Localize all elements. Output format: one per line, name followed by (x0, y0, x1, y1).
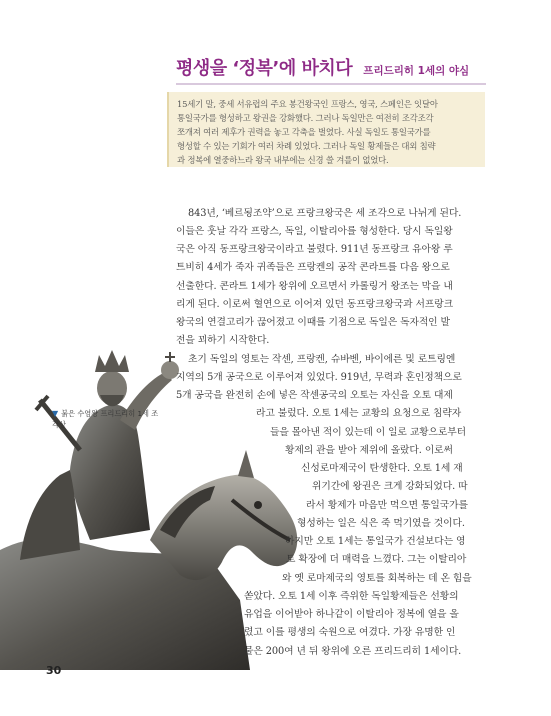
body-line: 쏟았다. 오토 1세 이후 즉위한 독일황제들은 선황의 (244, 591, 459, 602)
body-line: 토 확장에 더 매력을 느꼈다. 그는 이탈리아 (286, 554, 467, 565)
body-line: 왕국의 연결고리가 끊어졌고 이때를 기점으로 독일은 독자적인 발 (176, 317, 450, 328)
body-line: 이들은 훗날 각각 프랑스, 독일, 이탈리아를 형성한다. 당시 독일왕 (176, 226, 453, 237)
body-line: 하지만 오토 1세는 통일국가 건설보다는 영 (285, 536, 466, 547)
body-line: 와 옛 로마제국의 영토를 회복하는 데 온 힘을 (282, 573, 472, 584)
summary-line: 쪼개져 여러 제후가 권력을 놓고 각축을 벌였다. 사실 독일도 통일국가를 (177, 127, 431, 138)
image-caption (52, 408, 162, 430)
summary-line: 15세기 말, 중세 서유럽의 주요 봉건왕국인 프랑스, 영국, 스페인은 잇달아 (177, 99, 438, 109)
caption-marker-icon: ▼ (52, 409, 59, 418)
body-line: 유업을 이어받아 하나같이 이탈리아 정복에 열을 올 (244, 609, 459, 620)
body-line: 렸고 이를 평생의 숙원으로 여겼다. 가장 유명한 인 (244, 627, 456, 638)
body-line: 초기 독일의 영토는 작센, 프랑켄, 슈바벤, 바이에른 및 로트링엔 (188, 354, 456, 365)
summary-line: 형성할 수 있는 기회가 여러 차례 있었다. 그러나 독일 황제들은 대외 침략 (177, 141, 436, 152)
body-line: 위기간에 왕권은 크게 강화되었다. 따 (312, 481, 468, 492)
body-line: 형성하는 일은 식은 죽 먹기였을 것이다. (297, 518, 465, 529)
body-line: 라서 황제가 마음만 먹으면 통일국가를 (306, 500, 468, 511)
body-line: 전을 꾀하기 시작한다. (176, 335, 270, 346)
page-subtitle: 프리드리히 1세의 야심 (363, 65, 470, 77)
body-line: 들을 몰아낸 적이 있는데 이 일로 교황으로부터 (270, 427, 466, 438)
body-line: 리게 된다. 이로써 혈연으로 이어져 있던 동프랑크왕국과 서프랑크 (176, 299, 453, 310)
body-line: 트비히 4세가 죽자 귀족들은 프랑켄의 공작 콘라트를 다음 왕으로 (176, 262, 450, 273)
body-line: 5개 공국을 완전히 손에 넣은 작센공국의 오토는 자신을 오토 대제 (176, 390, 453, 401)
summary-line: 과 정복에 열중하느라 왕국 내부에는 신경 쓸 겨를이 없었다. (177, 155, 389, 166)
caption-text: 붉은 수염왕 프리드리히 1세 조각상 (52, 409, 159, 429)
body-line: 선출한다. 콘라트 1세가 왕위에 오르면서 카롤링거 왕조는 막을 내 (176, 281, 453, 292)
body-line: 라고 불렀다. 오토 1세는 교황의 요청으로 침략자 (256, 408, 462, 419)
page-title: 평생을 ‘정복’에 바치다 (176, 58, 353, 79)
summary-line: 통일국가를 형성하고 왕권을 강화했다. 그러나 독일만은 여전히 조각조각 (177, 113, 434, 124)
body-line: 물은 200여 년 뒤 왕위에 오른 프리드리히 1세이다. (244, 646, 462, 657)
body-line: 843년, ‘베르됭조약’으로 프랑크왕국은 세 조각으로 나뉘게 된다. (188, 208, 462, 219)
page-number: 30 (46, 664, 62, 677)
body-line: 신성로마제국이 탄생한다. 오토 1세 재 (301, 463, 463, 474)
body-line: 황제의 관을 받아 제위에 올랐다. 이로써 (285, 445, 453, 456)
body-line: 지역의 5개 공국으로 이루어져 있었다. 919년, 무력과 혼인정책으로 (176, 372, 462, 383)
body-line: 국은 아직 동프랑크왕국이라고 불렸다. 911년 동프랑크 유아왕 루 (176, 244, 453, 255)
